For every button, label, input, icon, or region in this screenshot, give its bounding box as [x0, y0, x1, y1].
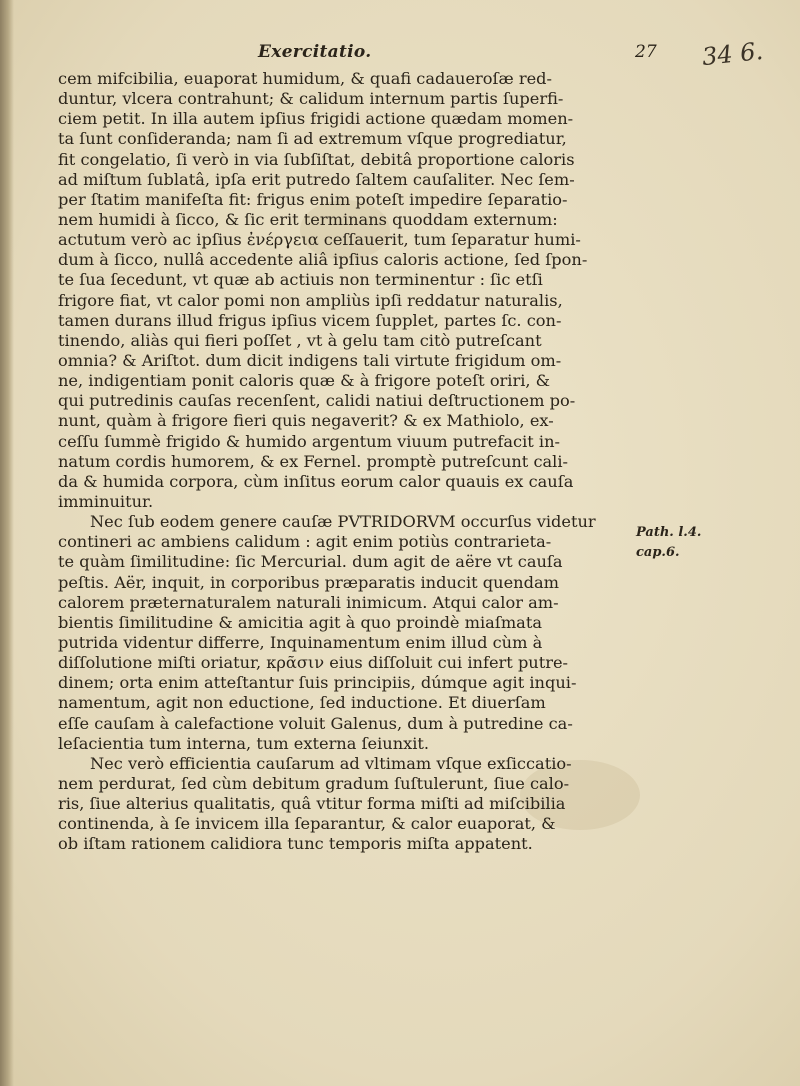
text-line: frigore fiat, vt calor pomi non ampliùs ipſi reddatur naturalis,: [58, 290, 563, 310]
body-text: [58, 69, 628, 854]
page-header: [50, 38, 690, 68]
text-line: ceſſu ſummè frigido & humido argentum viuum putrefacit in-: [58, 431, 560, 451]
text-line: leſacientia tum interna, tum externa ſeiunxit.: [58, 733, 430, 753]
text-line: actutum verò ac ipſius ἐνέργεια ceſſauerit, tum ſeparatur humi-: [58, 230, 581, 250]
text-line: dum à ſicco, nullâ accedente aliâ ipſius caloris actione, ſed ſpon-: [58, 250, 588, 270]
margin-note-line: cap.6.: [636, 545, 680, 560]
text-line: Nec verò efficientia cauſarum ad vltimam vſque exſiccatio-: [90, 753, 572, 773]
text-line: ad miſtum ſublatâ, ipſa erit putredo ſaltem cauſaliter. Nec ſem-: [58, 169, 575, 189]
text-line: omnia? & Ariſtot. dum dicit indigens tali virtute frigidum om-: [58, 350, 562, 370]
text-line: diſſolutione miſti oriatur, κρᾶσιν eius diſſoluit cui infert putre-: [58, 653, 569, 673]
text-line: nem perdurat, ſed cùm debitum gradum ſuſtulerunt, ſiue calo-: [58, 773, 570, 793]
text-line: per ſtatim manifeſta fit: frigus enim poteſt impedire ſeparatio-: [58, 189, 568, 209]
text-line: cem mifcibilia, euaporat humidum, & quafi cadaueroſæ red-: [58, 69, 553, 88]
text-line: continenda, à ſe invicem illa ſeparantur, & calor euaporat, &: [58, 814, 556, 834]
text-line: ris, ſiue alterius qualitatis, quâ vtitur forma miſti ad miſcibilia: [58, 794, 566, 814]
text-line: putrida videntur differre, Inquinamentum enim illud cùm à: [58, 632, 543, 652]
text-line: nunt, quàm à frigore fieri quis negaverit? & ex Mathiolo, ex-: [58, 411, 554, 431]
margin-note: [636, 523, 701, 563]
text-line: dinem; orta enim atteſtantur ſuis principiis, dúmque agit inqui-: [58, 673, 577, 693]
page-spine-shadow: [0, 0, 14, 1086]
text-line: da & humida corpora, cùm inſitus eorum calor quauis ex cauſa: [58, 471, 574, 491]
text-line: tamen durans illud frigus ipſius vicem ſupplet, partes ſc. con-: [58, 310, 562, 330]
text-line: ciem petit. In illa autem ipſius frigidi actione quædam momen-: [58, 109, 574, 129]
text-line: contineri ac ambiens calidum : agit enim potiùs contrarieta-: [58, 532, 552, 552]
text-line: nem humidi à ſicco, & ſic erit terminans quoddam externum:: [58, 209, 558, 229]
margin-note-line: Path. l.4.: [636, 525, 702, 540]
text-line: ta ſunt conſideranda; nam ſi ad extremum vſque progrediatur,: [58, 129, 567, 149]
text-line: eſſe cauſam à calefactione voluit Galenus, dum à putredine ca-: [58, 713, 573, 733]
text-line: ne, indigentiam ponit caloris quæ & à frigore poteſt oriri, &: [58, 371, 551, 391]
text-line: ob iſtam rationem calidiora tunc temporis miſta appatent.: [58, 834, 533, 854]
text-line: namentum, agit non eductione, ſed inductione. Et diuerſam: [58, 693, 546, 713]
text-line: calorem prӕternaturalem naturali inimicum. Atqui calor am-: [58, 592, 559, 612]
text-line: te ſua ſecedunt, vt quæ ab actiuis non terminentur : ſic etſi: [58, 270, 543, 290]
text-line: bientis ſimilitudine & amicitia agit à quo proindè miaſmata: [58, 612, 542, 632]
running-title: Exercitatio.: [258, 42, 372, 62]
page-number: 27: [635, 42, 657, 62]
text-line: duntur, vlcera contrahunt; & calidum internum partis ſuperfi-: [58, 89, 564, 109]
text-line: Nec ſub eodem genere cauſæ PVTRIDORVM occurſus videtur: [90, 512, 596, 532]
text-line: fit congelatio, ſi verò in via ſubſiſtat, debitâ proportione caloris: [58, 149, 575, 169]
text-line: te quàm ſimilitudine: ſic Mercurial. dum agit de aëre vt cauſa: [58, 552, 563, 572]
handwritten-note: 34 6.: [700, 36, 765, 72]
text-line: tinendo, aliàs qui fieri poſſet , vt à gelu tam citò putreſcant: [58, 330, 542, 350]
text-line: qui putredinis cauſas recenſent, calidi natiui deſtructionem po-: [58, 391, 576, 411]
text-line: natum cordis humorem, & ex Fernel. promptè putreſcunt cali-: [58, 451, 568, 471]
text-line: imminuitur.: [58, 491, 154, 511]
text-line: peſtis. Aër, inquit, in corporibus præparatis inducit quendam: [58, 572, 559, 592]
